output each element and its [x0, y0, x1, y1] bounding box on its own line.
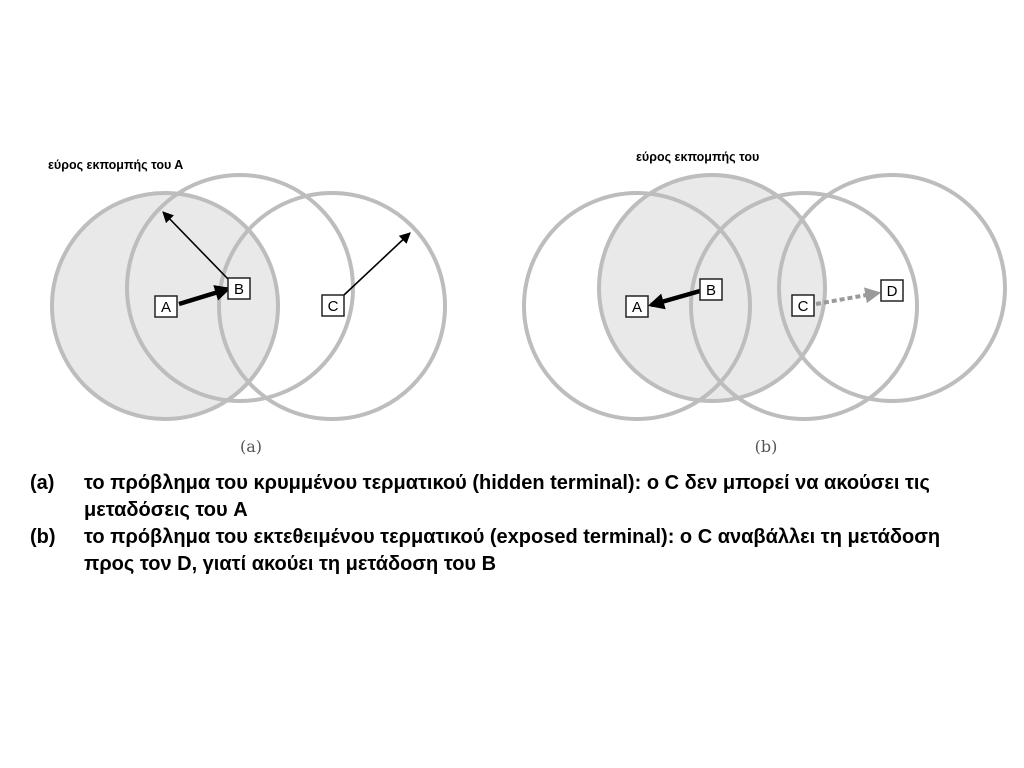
panel-a-range-label: εύρος εκπομπής του Α: [48, 158, 184, 172]
panel-b-node-b: [700, 279, 722, 300]
panel-b-node-b-label: B: [705, 282, 717, 299]
panel-b-node-a: [626, 296, 648, 317]
description-key-a: (a): [30, 472, 55, 494]
description-item-b: [30, 524, 990, 578]
panel-a-node-a: [155, 296, 177, 317]
description-item-a: [30, 470, 990, 524]
panel-b-node-c-label: C: [797, 298, 809, 315]
description-list: [30, 470, 990, 578]
panel-b-caption: (b): [754, 437, 778, 456]
panel-a-node-b-label: B: [233, 281, 245, 298]
panel-a-caption: (a): [239, 437, 263, 456]
panel-a-node-c-label: C: [327, 298, 339, 315]
panel-b-range-label: εύρος εκπομπής του: [636, 150, 760, 164]
description-text-a: το πρόβλημα του κρυμμένου τερματικού (hidden terminal): ο C δεν μπορεί να ακούσει τις μεταδόσεις του A: [84, 472, 930, 521]
description-key-b: (b): [30, 526, 56, 548]
panel-b: [524, 150, 1005, 456]
panel-a-node-a-label: A: [160, 299, 172, 316]
panel-b-node-c: [792, 295, 814, 316]
panel-a-node-b: [228, 278, 250, 299]
panel-a: [48, 158, 445, 456]
panel-b-node-a-label: A: [631, 299, 643, 316]
panel-a-arrow-c-range: [344, 233, 410, 295]
description-text-b: το πρόβλημα του εκτεθειμένου τερματικού (exposed terminal): ο C αναβάλλει τη μετάδοση προς τον D, γιατί ακούει τη μετάδοση του B: [84, 526, 941, 575]
panel-b-node-d: [881, 280, 903, 301]
panel-a-node-c: [322, 295, 344, 316]
panel-b-node-d-label: D: [886, 283, 898, 300]
